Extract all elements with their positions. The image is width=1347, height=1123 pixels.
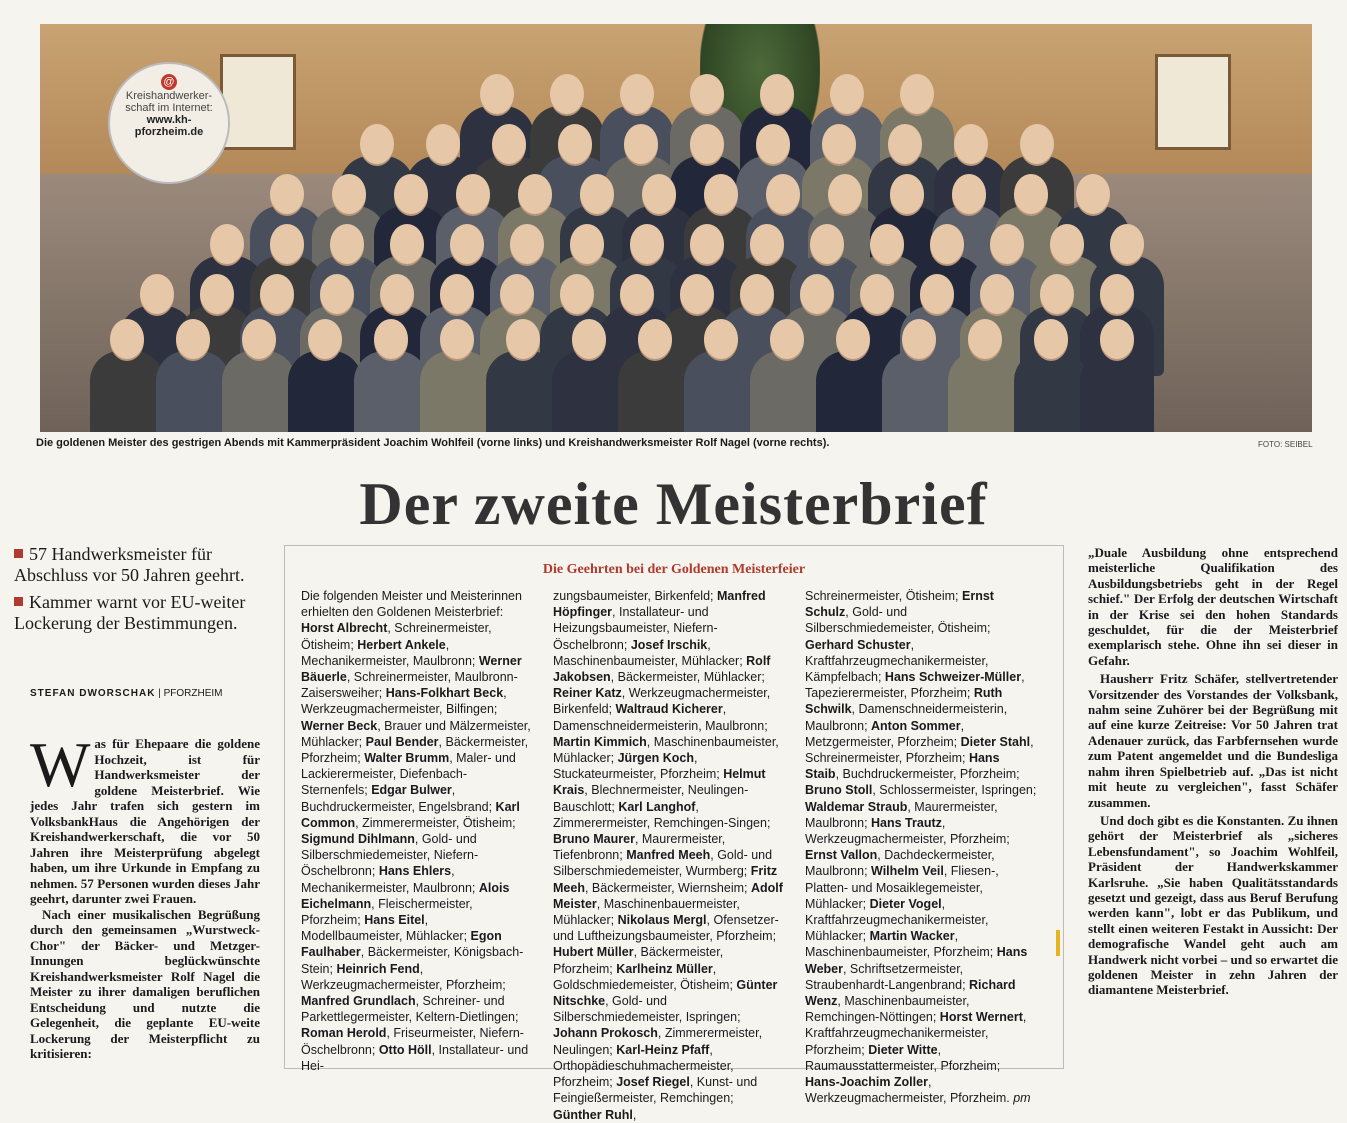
person-head (572, 319, 606, 359)
person-head (1020, 124, 1054, 164)
person-head (968, 319, 1002, 359)
paragraph: Hausherr Fritz Schäfer, stellvertretender Vorsitzender des Vorstandes der Volksbank, nahm seine Zuhörer bei der Begrüßung mit auf eine kurze Zeitreise: Vor 50 Jahren trat Adenauer zurück, das Farbfernsehen wurde zum Patent angemeldet und die Bundesliga nahm ihren Spielbetrieb auf. „Das ist nicht mit heute zu vergleichen", fasst Schäfer zusammen. (1088, 671, 1338, 810)
person-head (810, 224, 844, 264)
person-head (140, 274, 174, 314)
person-suit (684, 351, 758, 432)
paragraph-text: as für Ehepaare die goldene Hochzeit, ist für Handwerksmeister der goldene Meisterbrief. Wie jedes Jahr trafen sich gestern im VolksbankHaus die Angehörigen der Kreishandwerkerschaft, die vor 50 Jahren ihre Meisterprüfung abgelegt haben, um ihre Urkunde in Empfang zu nehmen. 57 Personen wurden dieses Jahr geehrt, darunter zwei Frauen. (30, 736, 260, 906)
honorees-column-1: Die folgenden Meister und Meisterinnen erhielten den Goldenen Meisterbrief: Horst Albrecht, Schreinermeister, Ötisheim; Herbert Ankele, Mechanikermeister, Maulbronn; Werner Bäuerle, Schreinermeister, Maulbronn-Zaisersweiher; Hans-Folkhart Beck, Werkzeugmachermeister, Bilfingen; Werner Beck, Brauer und Mälzermeister, Mühlacker; Paul Bender, Bäckermeister, Pforzheim; Walter Brumm, Maler- und Lackierermeister, Diefenbach-Sternenfels; Edgar Bulwer, Buchdruckermeister, Engelsbrand; Karl Common, Zimmerermeister, Ötisheim; Sigmund Dihlmann, Gold- und Silberschmiedemeister, Niefern-Öschelbronn; Hans Ehlers, Mechanikermeister, Maulbronn; Alois Eichelmann, Fleischermeister, Pforzheim; Hans Eitel, Modellbaumeister, Mühlacker; Egon Faulhaber, Bäckermeister, Königsbach-Stein; Heinrich Fend, Werkzeugmachermeister, Pforzheim; Manfred Grundlach, Schreiner- und Parkettlegermeister, Keltern-Dietlingen; Roman Herold, Friseurmeister, Niefern-Öschelbronn; Otto Höll, Installateur- und Hei- (301, 589, 531, 1073)
person-head (308, 319, 342, 359)
honorees-box-title: Die Geehrten bei der Goldenen Meisterfeier (542, 562, 806, 577)
person-head (690, 124, 724, 164)
person-head (704, 174, 738, 214)
person-head (440, 319, 474, 359)
person-head (480, 74, 514, 114)
person-head (110, 319, 144, 359)
person-head (890, 174, 924, 214)
person-head (888, 124, 922, 164)
person-head (740, 274, 774, 314)
person-head (822, 124, 856, 164)
person-head (920, 274, 954, 314)
person-head (506, 319, 540, 359)
person-head (900, 74, 934, 114)
person-head (270, 174, 304, 214)
person-head (440, 274, 474, 314)
badge-url1: www.kh- (146, 114, 192, 126)
paragraph: Nach einer musikalischen Begrüßung durch den gemeinsamen „Wurstweck-Chor" der Bäcker- und Metzger-Innungen beglückwünschte Kreishandwerksmeister Rolf Nagel die Meister zu ihrer damaligen beruflichen Entscheidung und nutzte die Gelegenheit, die geplante EU-weite Lockerung der Meisterpflicht zu kritisieren: (30, 906, 260, 1061)
person-head (902, 319, 936, 359)
person-suit (1014, 351, 1088, 432)
person-head (952, 174, 986, 214)
person-suit (156, 351, 230, 432)
honorees-column-3: Schreinermeister, Ötisheim; Ernst Schulz, Gold- und Silberschmiedemeister, Ötisheim; Gerhard Schuster, Kraftfahrzeugmechanikermeister, Kämpfelbach; Hans Schweizer-Müller, Tapezierermeister, Pforzheim; Ruth Schwilk, Damenschneidermeisterin, Maulbronn; Anton Sommer, Metzgermeister, Pforzheim; Dieter Stahl, Schreinermeister, Pforzheim; Hans Staib, Buchdruckermeister, Pforzheim; Bruno Stoll, Schlossermeister, Ispringen; Waldemar Straub, Maurermeister, Maulbronn; Hans Trautz, Werkzeugmachermeister, Pforzheim; Ernst Vallon, Dachdeckermeister, Maulbronn; Wilhelm Veil, Fliesen-, Platten- und Mosaiklegemeister, Mühlacker; Dieter Vogel, Kraftfahrzeugmechanikermeister, Mühlacker; Martin Wacker, Maschinenbaumeister, Pforzheim; Hans Weber, Schriftsetzermeister, Straubenhardt-Langenbrand; Richard Wenz, Maschinenbaumeister, Remchingen-Nöttingen; Horst Wernert, Kraftfahrzeugmechanikermeister, Pforzheim; Dieter Witte, Raumausstattermeister, Pforzheim; Hans-Joachim Zoller, Werkzeugmachermeister, Pforzheim. pm (805, 589, 1037, 1106)
person-head (1076, 174, 1110, 214)
person-head (374, 319, 408, 359)
person-suit (288, 351, 362, 432)
person-head (760, 74, 794, 114)
person-head (1100, 274, 1134, 314)
bullet-text: 57 Handwerksmeister für Abschluss vor 50 Jahren geehrt. (14, 544, 245, 585)
web-badge[interactable] (108, 62, 230, 184)
person-head (770, 319, 804, 359)
article-left-column (30, 729, 260, 1062)
person-head (620, 274, 654, 314)
person-suit (420, 351, 494, 432)
person-head (756, 124, 790, 164)
person-head (394, 174, 428, 214)
person-head (624, 124, 658, 164)
person-head (426, 124, 460, 164)
person-head (550, 74, 584, 114)
person-head (320, 274, 354, 314)
person-head (870, 224, 904, 264)
honorees-box (284, 545, 1064, 1122)
person-head (1100, 319, 1134, 359)
person-head (510, 224, 544, 264)
badge-line2: schaft im Internet: (125, 102, 213, 114)
badge-url2: pforzheim.de (134, 126, 204, 138)
person-head (800, 274, 834, 314)
person-head (980, 274, 1014, 314)
paragraph (30, 729, 260, 907)
person-suit (354, 351, 428, 432)
person-head (690, 74, 724, 114)
person-head (1034, 319, 1068, 359)
person-head (828, 174, 862, 214)
person-suit (486, 351, 560, 432)
photo-credit: FOTO: SEIBEL (1258, 440, 1313, 449)
person-head (830, 74, 864, 114)
person-head (930, 224, 964, 264)
person-head (176, 319, 210, 359)
group-photo (40, 24, 1312, 432)
person-suit (948, 351, 1022, 432)
headline: Der zweite Meisterbrief (359, 471, 988, 537)
dropcap: W (30, 729, 91, 800)
person-head (558, 124, 592, 164)
bullet-square-icon (14, 597, 23, 606)
person-head (766, 174, 800, 214)
person-head (1040, 274, 1074, 314)
person-suit (222, 351, 296, 432)
at-icon: @ (161, 74, 177, 90)
person-head (860, 274, 894, 314)
person-head (1014, 174, 1048, 214)
person-head (456, 174, 490, 214)
bullet-square-icon (14, 549, 23, 558)
person-suit (750, 351, 824, 432)
person-head (500, 274, 534, 314)
honorees-column-2: zungsbaumeister, Birkenfeld; Manfred Höpfinger, Installateur- und Heizungsbaumeister, Niefern-Öschelbronn; Josef Irschik, Maschinenbaumeister, Mühlacker; Rolf Jakobsen, Bäckermeister, Mühlacker; Reiner Katz, Werkzeugmachermeister, Birkenfeld; Waltraud Kicherer, Damenschneidermeisterin, Maulbronn; Martin Kimmich, Maschinenbaumeister, Mühlacker; Jürgen Koch, Stuckateurmeister, Pforzheim; Helmut Krais, Blechnermeister, Neulingen-Bauschlott; Karl Langhof, Zimmerermeister, Remchingen-Singen; Bruno Maurer, Maurermeister, Tiefenbronn; Manfred Meeh, Gold- und Silberschmiedemeister, Wurmberg; Fritz Meeh, Bäckermeister, Wiernsheim; Adolf Meister, Maschinenbauermeister, Mühlacker; Nikolaus Mergl, Ofensetzer- und Luftheizungsbaumeister, Pforzheim; Hubert Müller, Bäckermeister, Pforzheim; Karlheinz Müller, Goldschmiedemeister, Ötisheim; Günter Nitschke, Gold- und Silberschmiedemeister, Ispringen; Johann Prokosch, Zimmerermeister, Neulingen; Karl-Heinz Pfaff, Orthopädieschuhmachermeister, Pforzheim; Josef Riegel, Kunst- und Feingießermeister, Remchingen; Günther Ruhl, (553, 589, 783, 1122)
person-suit (1080, 351, 1154, 432)
person-head (630, 224, 664, 264)
person-head (560, 274, 594, 314)
person-head (390, 224, 424, 264)
person-head (570, 224, 604, 264)
person-head (642, 174, 676, 214)
person-head (954, 124, 988, 164)
person-head (1050, 224, 1084, 264)
person-head (990, 224, 1024, 264)
person-suit (618, 351, 692, 432)
person-head (492, 124, 526, 164)
person-head (380, 274, 414, 314)
person-head (242, 319, 276, 359)
paragraph: „Duale Ausbildung ohne entsprechend meisterliche Qualifikation des Ausbildungsbetriebs geht in der Regel schief." Der Erfolg der deutschen Wirtschaft in der Krise sei den hohen Standards geschuldet, für die der Meisterbrief exemplarisch stehe. Ohne ihn sei dieser in Gefahr. (1088, 545, 1338, 668)
highlight-marker (1056, 930, 1060, 956)
person-head (620, 74, 654, 114)
person-head (360, 124, 394, 164)
person-head (750, 224, 784, 264)
person-head (1110, 224, 1144, 264)
person-head (210, 224, 244, 264)
bullet-text: Kammer warnt vor EU-weiter Lockerung der Bestimmungen. (14, 592, 246, 633)
person-suit (90, 351, 164, 432)
person-head (580, 174, 614, 214)
person-head (638, 319, 672, 359)
person-head (270, 224, 304, 264)
summary-bullets (14, 544, 254, 640)
crowd-of-masters (100, 64, 1220, 432)
person-head (690, 224, 724, 264)
person-head (704, 319, 738, 359)
person-head (518, 174, 552, 214)
person-head (836, 319, 870, 359)
person-head (680, 274, 714, 314)
author-name: STEFAN DWORSCHAK (30, 688, 156, 699)
photo-caption: Die goldenen Meister des gestrigen Abends mit Kammerpräsident Joachim Wohlfeil (vorne links) und Kreishandwerksmeister Rolf Nagel (vorne rechts). (36, 437, 830, 449)
person-suit (552, 351, 626, 432)
person-head (200, 274, 234, 314)
author-place: PFORZHEIM (163, 688, 223, 699)
byline: STEFAN DWORSCHAK | PFORZHEIM (30, 688, 223, 699)
badge-line1: Kreishandwerker- (125, 90, 213, 102)
article-right-column (1088, 545, 1338, 1001)
paragraph: Und doch gibt es die Konstanten. Zu ihnen gehört der Meisterbrief als „sicheres Lebensfundament", so Joachim Wohlfeil, Präsident der Handwerkskammer Karlsruhe. „Sie haben Qualitätsstandards gesetzt und gezeigt, dass aus Beruf Berufung werden kann", lobt er das Publikum, und stellt einen weiteren Festakt in Aussicht: Der demografische Wandel geht auch am Handwerk nicht vorbei – und so erwartet die goldenen Meister in zehn Jahren der diamantene Meisterbrief. (1088, 812, 1338, 998)
person-suit (816, 351, 890, 432)
summary-bullet (14, 544, 254, 586)
person-head (330, 224, 364, 264)
person-head (260, 274, 294, 314)
person-head (332, 174, 366, 214)
summary-bullet (14, 592, 254, 634)
person-head (450, 224, 484, 264)
person-suit (882, 351, 956, 432)
